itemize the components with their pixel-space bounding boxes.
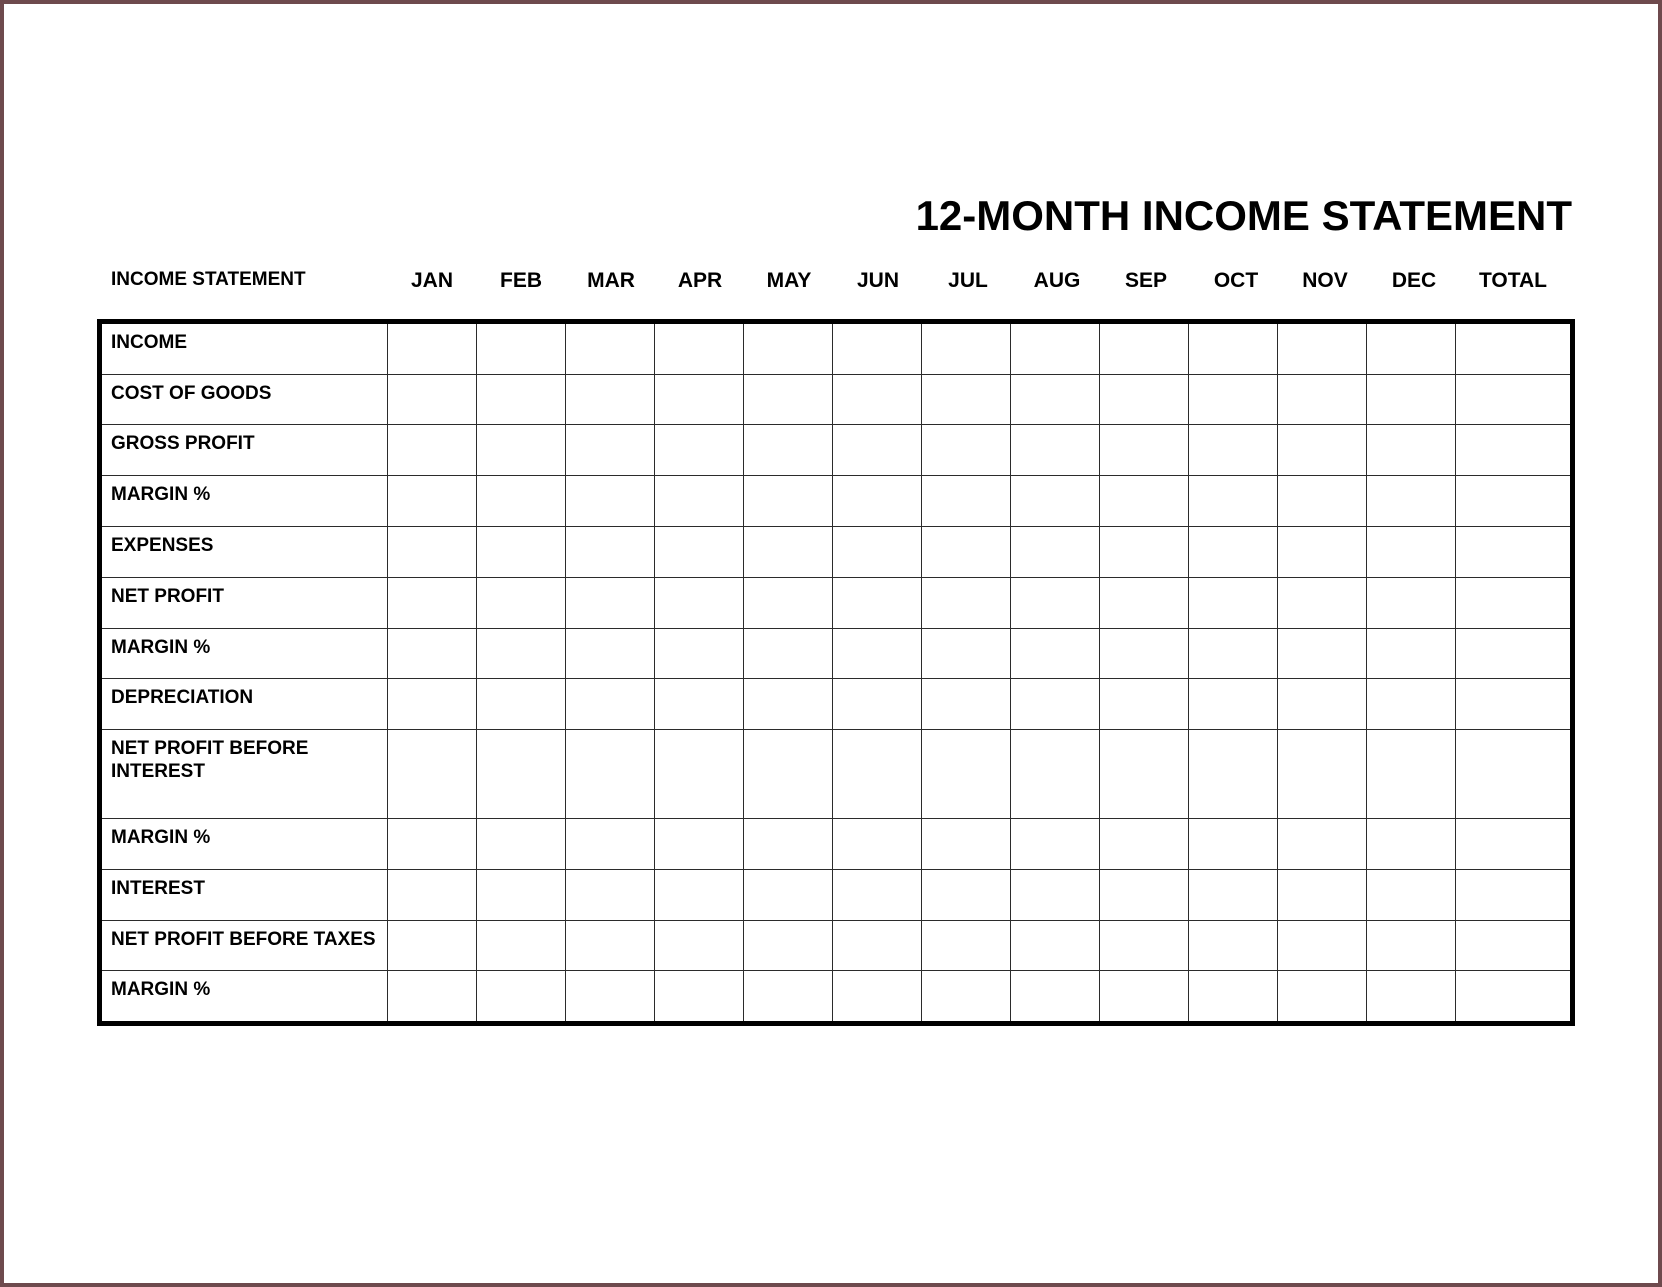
row-label: INTEREST (111, 877, 205, 899)
value-cell-aug[interactable] (1010, 920, 1099, 971)
value-cell-may[interactable] (743, 920, 832, 971)
row-label: MARGIN % (111, 826, 211, 848)
column-header-mar: MAR (587, 269, 635, 292)
value-cell-jan[interactable] (387, 679, 476, 730)
column-header-aug: AUG (1033, 269, 1081, 292)
value-cell-nov[interactable] (1277, 628, 1366, 679)
row-label: MARGIN % (111, 484, 211, 506)
table-row (102, 324, 1570, 374)
row-label: NET PROFIT BEFORE TAXES (111, 928, 376, 950)
value-cell-sep[interactable] (1099, 527, 1188, 578)
row-label: MARGIN % (111, 636, 211, 658)
value-cell-mar[interactable] (565, 324, 654, 374)
value-cell-jun[interactable] (832, 679, 921, 730)
value-cell-jun[interactable] (832, 920, 921, 971)
row-label: GROSS PROFIT (111, 433, 255, 455)
value-cell-mar[interactable] (565, 628, 654, 679)
value-cell-nov[interactable] (1277, 920, 1366, 971)
value-cell-total[interactable] (1455, 869, 1570, 920)
value-cell-nov[interactable] (1277, 577, 1366, 628)
value-cell-jan[interactable] (387, 577, 476, 628)
value-cell-total[interactable] (1455, 818, 1570, 869)
value-cell-aug[interactable] (1010, 527, 1099, 578)
value-cell-jul[interactable] (921, 920, 1010, 971)
grid-body (102, 324, 1570, 1021)
value-cell-apr[interactable] (654, 577, 743, 628)
value-cell-oct[interactable] (1188, 628, 1277, 679)
value-cell-jan[interactable] (387, 324, 476, 374)
value-cell-dec[interactable] (1366, 374, 1455, 425)
value-cell-nov[interactable] (1277, 818, 1366, 869)
value-cell-total[interactable] (1455, 679, 1570, 730)
value-cell-sep[interactable] (1099, 971, 1188, 1021)
value-cell-nov[interactable] (1277, 476, 1366, 527)
value-cell-aug[interactable] (1010, 628, 1099, 679)
row-label: COST OF GOODS (111, 382, 272, 404)
value-cell-mar[interactable] (565, 730, 654, 819)
value-cell-jul[interactable] (921, 818, 1010, 869)
value-cell-jun[interactable] (832, 730, 921, 819)
value-cell-feb[interactable] (476, 324, 565, 374)
value-cell-may[interactable] (743, 577, 832, 628)
row-label-cell (102, 920, 387, 971)
value-cell-feb[interactable] (476, 476, 565, 527)
table-row (102, 628, 1570, 679)
column-header-sep: SEP (1124, 269, 1168, 292)
value-cell-jul[interactable] (921, 679, 1010, 730)
row-label-cell (102, 679, 387, 730)
column-header-dec: DEC (1391, 269, 1437, 292)
value-cell-apr[interactable] (654, 818, 743, 869)
value-cell-feb[interactable] (476, 920, 565, 971)
value-cell-feb[interactable] (476, 971, 565, 1021)
value-cell-dec[interactable] (1366, 324, 1455, 374)
value-cell-oct[interactable] (1188, 920, 1277, 971)
value-cell-may[interactable] (743, 527, 832, 578)
value-cell-oct[interactable] (1188, 324, 1277, 374)
value-cell-may[interactable] (743, 679, 832, 730)
value-cell-may[interactable] (743, 324, 832, 374)
value-cell-dec[interactable] (1366, 730, 1455, 819)
value-cell-dec[interactable] (1366, 679, 1455, 730)
value-cell-feb[interactable] (476, 577, 565, 628)
column-header-row (98, 264, 1574, 300)
value-cell-jun[interactable] (832, 971, 921, 1021)
row-label: EXPENSES (111, 535, 214, 556)
value-cell-sep[interactable] (1099, 869, 1188, 920)
value-cell-total[interactable] (1455, 476, 1570, 527)
row-label-cell (102, 971, 387, 1021)
value-cell-jan[interactable] (387, 869, 476, 920)
value-cell-mar[interactable] (565, 374, 654, 425)
value-cell-total[interactable] (1455, 577, 1570, 628)
value-cell-mar[interactable] (565, 971, 654, 1021)
value-cell-aug[interactable] (1010, 374, 1099, 425)
value-cell-jul[interactable] (921, 869, 1010, 920)
value-cell-feb[interactable] (476, 869, 565, 920)
value-cell-oct[interactable] (1188, 818, 1277, 869)
value-cell-mar[interactable] (565, 527, 654, 578)
value-cell-jan[interactable] (387, 971, 476, 1021)
value-cell-sep[interactable] (1099, 628, 1188, 679)
value-cell-total[interactable] (1455, 971, 1570, 1021)
value-cell-jul[interactable] (921, 425, 1010, 476)
value-cell-aug[interactable] (1010, 869, 1099, 920)
value-cell-aug[interactable] (1010, 818, 1099, 869)
value-cell-jun[interactable] (832, 628, 921, 679)
value-cell-may[interactable] (743, 971, 832, 1021)
value-cell-apr[interactable] (654, 374, 743, 425)
value-cell-feb[interactable] (476, 425, 565, 476)
value-cell-mar[interactable] (565, 679, 654, 730)
value-cell-sep[interactable] (1099, 818, 1188, 869)
value-cell-aug[interactable] (1010, 476, 1099, 527)
value-cell-oct[interactable] (1188, 527, 1277, 578)
value-cell-jul[interactable] (921, 476, 1010, 527)
value-cell-oct[interactable] (1188, 425, 1277, 476)
value-cell-jan[interactable] (387, 628, 476, 679)
row-label-cell (102, 324, 387, 374)
value-cell-mar[interactable] (565, 425, 654, 476)
value-cell-nov[interactable] (1277, 425, 1366, 476)
row-label: NET PROFIT BEFORE INTEREST (111, 738, 309, 783)
value-cell-jun[interactable] (832, 527, 921, 578)
income-statement-grid (97, 319, 1575, 1026)
value-cell-nov[interactable] (1277, 374, 1366, 425)
value-cell-jan[interactable] (387, 476, 476, 527)
value-cell-apr[interactable] (654, 679, 743, 730)
value-cell-jun[interactable] (832, 818, 921, 869)
row-label-cell (102, 628, 387, 679)
value-cell-dec[interactable] (1366, 577, 1455, 628)
table-row (102, 920, 1570, 971)
table-row (102, 818, 1570, 869)
value-cell-nov[interactable] (1277, 527, 1366, 578)
value-cell-feb[interactable] (476, 374, 565, 425)
value-cell-mar[interactable] (565, 869, 654, 920)
value-cell-feb[interactable] (476, 818, 565, 869)
value-cell-jan[interactable] (387, 730, 476, 819)
row-label-cell (102, 818, 387, 869)
value-cell-oct[interactable] (1188, 476, 1277, 527)
value-cell-mar[interactable] (565, 920, 654, 971)
value-cell-dec[interactable] (1366, 527, 1455, 578)
value-cell-jul[interactable] (921, 527, 1010, 578)
value-cell-sep[interactable] (1099, 920, 1188, 971)
value-cell-jan[interactable] (387, 527, 476, 578)
row-label-cell (102, 476, 387, 527)
row-label: INCOME (111, 332, 187, 353)
value-cell-dec[interactable] (1366, 920, 1455, 971)
value-cell-may[interactable] (743, 730, 832, 819)
value-cell-jan[interactable] (387, 374, 476, 425)
value-cell-jun[interactable] (832, 425, 921, 476)
value-cell-apr[interactable] (654, 628, 743, 679)
table-row (102, 374, 1570, 425)
value-cell-nov[interactable] (1277, 730, 1366, 819)
value-cell-oct[interactable] (1188, 971, 1277, 1021)
row-label-cell (102, 869, 387, 920)
value-cell-apr[interactable] (654, 920, 743, 971)
table-row (102, 577, 1570, 628)
row-label-cell (102, 730, 387, 819)
page-title: 12-MONTH INCOME STATEMENT (915, 192, 1572, 239)
value-cell-apr[interactable] (654, 476, 743, 527)
value-cell-may[interactable] (743, 869, 832, 920)
row-label-cell (102, 577, 387, 628)
value-cell-feb[interactable] (476, 628, 565, 679)
row-label: NET PROFIT (111, 585, 224, 607)
value-cell-mar[interactable] (565, 577, 654, 628)
value-cell-apr[interactable] (654, 869, 743, 920)
value-cell-jul[interactable] (921, 971, 1010, 1021)
column-header-jun: JUN (856, 269, 899, 292)
value-cell-jun[interactable] (832, 577, 921, 628)
row-label: MARGIN % (111, 979, 211, 1001)
column-header-feb: FEB (500, 269, 542, 292)
value-cell-jan[interactable] (387, 920, 476, 971)
row-label-cell (102, 425, 387, 476)
table-row (102, 476, 1570, 527)
row-label-cell (102, 374, 387, 425)
value-cell-feb[interactable] (476, 730, 565, 819)
value-cell-oct[interactable] (1188, 869, 1277, 920)
column-header-may: MAY (766, 269, 812, 292)
value-cell-apr[interactable] (654, 971, 743, 1021)
value-cell-jun[interactable] (832, 374, 921, 425)
value-cell-total[interactable] (1455, 324, 1570, 374)
value-cell-jan[interactable] (387, 425, 476, 476)
value-cell-aug[interactable] (1010, 577, 1099, 628)
value-cell-apr[interactable] (654, 425, 743, 476)
value-cell-sep[interactable] (1099, 679, 1188, 730)
table-row (102, 971, 1570, 1021)
value-cell-sep[interactable] (1099, 324, 1188, 374)
value-cell-oct[interactable] (1188, 577, 1277, 628)
column-header-jan: JAN (410, 269, 453, 292)
column-header-apr: APR (677, 269, 723, 292)
value-cell-may[interactable] (743, 476, 832, 527)
value-cell-apr[interactable] (654, 730, 743, 819)
value-cell-aug[interactable] (1010, 425, 1099, 476)
value-cell-total[interactable] (1455, 425, 1570, 476)
table-row (102, 425, 1570, 476)
value-cell-may[interactable] (743, 374, 832, 425)
value-cell-total[interactable] (1455, 527, 1570, 578)
value-cell-total[interactable] (1455, 920, 1570, 971)
table-row (102, 730, 1570, 819)
value-cell-nov[interactable] (1277, 679, 1366, 730)
column-header-jul: JUL (948, 269, 988, 292)
row-label: DEPRECIATION (111, 687, 254, 709)
value-cell-nov[interactable] (1277, 971, 1366, 1021)
value-cell-sep[interactable] (1099, 730, 1188, 819)
column-header-oct: OCT (1213, 269, 1259, 292)
value-cell-dec[interactable] (1366, 818, 1455, 869)
value-cell-total[interactable] (1455, 628, 1570, 679)
value-cell-jul[interactable] (921, 730, 1010, 819)
value-cell-may[interactable] (743, 425, 832, 476)
value-cell-nov[interactable] (1277, 869, 1366, 920)
value-cell-jul[interactable] (921, 324, 1010, 374)
value-cell-dec[interactable] (1366, 628, 1455, 679)
value-cell-sep[interactable] (1099, 577, 1188, 628)
value-cell-jun[interactable] (832, 324, 921, 374)
value-cell-feb[interactable] (476, 527, 565, 578)
value-cell-oct[interactable] (1188, 679, 1277, 730)
value-cell-jul[interactable] (921, 577, 1010, 628)
table-row (102, 527, 1570, 578)
value-cell-dec[interactable] (1366, 425, 1455, 476)
value-cell-feb[interactable] (476, 679, 565, 730)
table-row (102, 869, 1570, 920)
value-cell-jul[interactable] (921, 628, 1010, 679)
value-cell-oct[interactable] (1188, 374, 1277, 425)
column-header-nov: NOV (1302, 269, 1348, 292)
row-label-cell (102, 527, 387, 578)
value-cell-total[interactable] (1455, 730, 1570, 819)
value-cell-aug[interactable] (1010, 324, 1099, 374)
column-header-total: TOTAL (1478, 269, 1548, 292)
value-cell-jun[interactable] (832, 476, 921, 527)
value-cell-oct[interactable] (1188, 730, 1277, 819)
header-label: INCOME STATEMENT (111, 269, 306, 290)
value-cell-mar[interactable] (565, 476, 654, 527)
income-statement-table (102, 324, 1570, 1021)
value-cell-may[interactable] (743, 818, 832, 869)
value-cell-jan[interactable] (387, 818, 476, 869)
value-cell-sep[interactable] (1099, 425, 1188, 476)
value-cell-dec[interactable] (1366, 869, 1455, 920)
value-cell-sep[interactable] (1099, 476, 1188, 527)
value-cell-apr[interactable] (654, 527, 743, 578)
value-cell-dec[interactable] (1366, 971, 1455, 1021)
value-cell-jun[interactable] (832, 869, 921, 920)
value-cell-may[interactable] (743, 628, 832, 679)
value-cell-aug[interactable] (1010, 971, 1099, 1021)
value-cell-jul[interactable] (921, 374, 1010, 425)
value-cell-apr[interactable] (654, 324, 743, 374)
table-row (102, 679, 1570, 730)
value-cell-dec[interactable] (1366, 476, 1455, 527)
value-cell-aug[interactable] (1010, 730, 1099, 819)
value-cell-aug[interactable] (1010, 679, 1099, 730)
value-cell-sep[interactable] (1099, 374, 1188, 425)
value-cell-nov[interactable] (1277, 324, 1366, 374)
value-cell-total[interactable] (1455, 374, 1570, 425)
value-cell-mar[interactable] (565, 818, 654, 869)
